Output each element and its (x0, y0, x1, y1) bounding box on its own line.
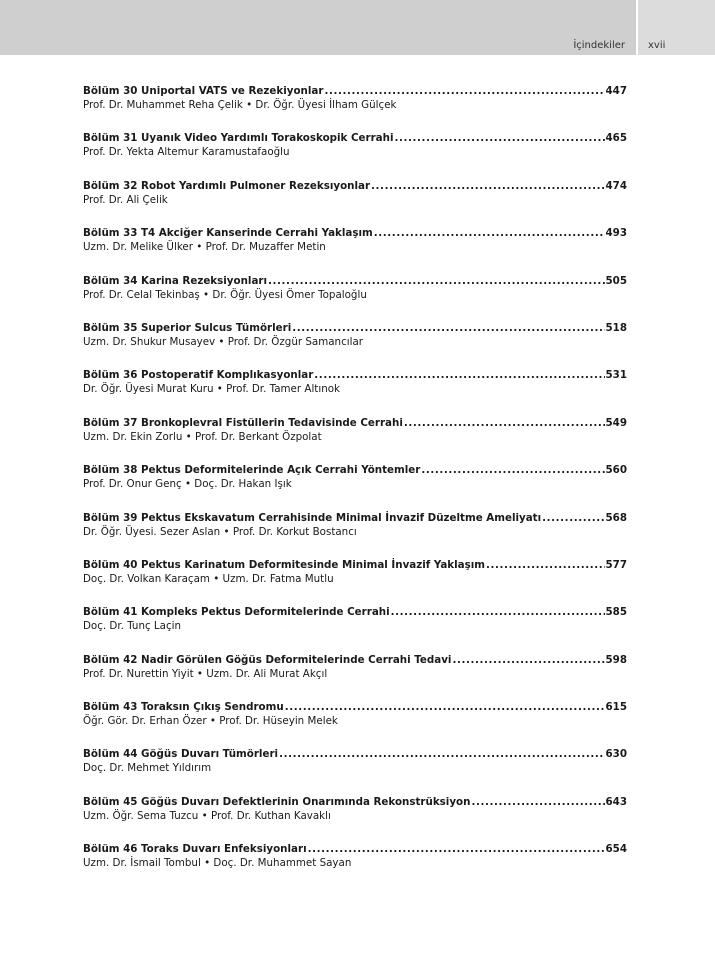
toc-entry-line (83, 321, 627, 335)
toc-entry-line (83, 131, 627, 145)
dot-leader (292, 321, 604, 335)
chapter-title: Bölüm 42 Nadir Görülen Göğüs Deformitelerinde Cerrahi Tedavi (83, 653, 452, 666)
chapter-authors: Uzm. Dr. Ekin Zorlu • Prof. Dr. Berkant Özpolat (83, 430, 322, 443)
toc-entry[interactable] (83, 84, 627, 131)
dot-leader (486, 558, 604, 572)
chapter-authors: Prof. Dr. Yekta Altemur Karamustafaoğlu (83, 146, 290, 159)
chapter-page-number: 549 (605, 416, 627, 429)
chapter-authors: Doç. Dr. Volkan Karaçam • Uzm. Dr. Fatma Mutlu (83, 572, 334, 585)
toc-entry[interactable] (83, 653, 627, 700)
chapter-authors: Dr. Öğr. Üyesi Murat Kuru • Prof. Dr. Tamer Altınok (83, 383, 340, 396)
chapter-page-number: 465 (605, 132, 627, 145)
chapter-authors: Doç. Dr. Tunç Laçin (83, 620, 182, 633)
chapter-title: Bölüm 40 Pektus Karinatum Deformitesinde Minimal İnvazif Yaklaşım (83, 558, 486, 571)
toc-entry-line (83, 274, 627, 288)
chapter-authors: Dr. Öğr. Üyesi. Sezer Aslan • Prof. Dr. Korkut Bostancı (83, 525, 357, 538)
chapter-page-number: 585 (605, 606, 627, 619)
dot-leader (421, 463, 604, 477)
chapter-title: Bölüm 36 Postoperatif Komplıkasyonlar (83, 369, 314, 382)
toc-entry-line (83, 463, 627, 477)
table-of-contents (83, 84, 627, 890)
dot-leader (404, 416, 605, 430)
chapter-title: Bölüm 39 Pektus Ekskavatum Cerrahisinde Minimal İnvazif Düzeltme Ameliyatı (83, 511, 542, 524)
dot-leader (279, 747, 604, 761)
toc-entry-line (83, 84, 627, 98)
chapter-page-number: 577 (605, 558, 627, 571)
chapter-title: Bölüm 32 Robot Yardımlı Pulmoner Rezeksıyonlar (83, 179, 371, 192)
dot-leader (394, 131, 604, 145)
chapter-title: Bölüm 45 Göğüs Duvarı Defektlerinin Onarımında Rekonstrüksiyon (83, 795, 471, 808)
toc-entry-line (83, 226, 627, 240)
chapter-page-number: 531 (605, 369, 627, 382)
chapter-authors: Prof. Dr. Ali Çelik (83, 193, 168, 206)
chapter-page-number: 615 (605, 701, 627, 714)
chapter-authors: Prof. Dr. Muhammet Reha Çelik • Dr. Öğr. Üyesi İlham Gülçek (83, 99, 397, 111)
toc-entry-line (83, 700, 627, 714)
dot-leader (268, 274, 604, 288)
toc-entry[interactable] (83, 179, 627, 226)
toc-entry[interactable] (83, 131, 627, 178)
chapter-page-number: 447 (605, 85, 627, 97)
toc-entry[interactable] (83, 795, 627, 842)
chapter-title: Bölüm 31 Uyanık Video Yardımlı Torakoskopik Cerrahi (83, 132, 394, 145)
toc-entry-line (83, 795, 627, 809)
chapter-authors: Uzm. Dr. İsmail Tombul • Doç. Dr. Muhammet Sayan (83, 857, 352, 870)
running-header-title: İçindekiler (573, 40, 625, 51)
toc-entry[interactable] (83, 368, 627, 415)
chapter-page-number: 598 (605, 653, 627, 666)
chapter-authors: Uzm. Öğr. Sema Tuzcu • Prof. Dr. Kuthan Kavaklı (83, 809, 331, 822)
dot-leader (471, 795, 604, 809)
chapter-authors: Prof. Dr. Nurettin Yiyit • Uzm. Dr. Ali Murat Akçıl (83, 667, 328, 680)
chapter-title: Bölüm 35 Superior Sulcus Tümörleri (83, 321, 292, 334)
dot-leader (314, 368, 604, 382)
toc-entry[interactable] (83, 842, 627, 889)
chapter-authors: Öğr. Gör. Dr. Erhan Özer • Prof. Dr. Hüseyin Melek (83, 715, 338, 728)
running-header-page-number: xvii (648, 40, 666, 51)
toc-entry[interactable] (83, 605, 627, 652)
toc-entry[interactable] (83, 274, 627, 321)
toc-entry[interactable] (83, 226, 627, 273)
toc-entry-line (83, 842, 627, 856)
toc-entry[interactable] (83, 558, 627, 605)
toc-entry-line (83, 179, 627, 193)
dot-leader (324, 84, 604, 98)
dot-leader (371, 179, 604, 193)
dot-leader (542, 511, 604, 525)
chapter-title: Bölüm 41 Kompleks Pektus Deformitelerinde Cerrahi (83, 606, 390, 619)
chapter-page-number: 643 (605, 795, 627, 808)
chapter-title: Bölüm 38 Pektus Deformitelerinde Açık Cerrahi Yöntemler (83, 464, 421, 477)
chapter-page-number: 518 (605, 321, 627, 334)
chapter-title: Bölüm 46 Toraks Duvarı Enfeksiyonları (83, 843, 307, 856)
dot-leader (374, 226, 605, 240)
toc-entry[interactable] (83, 511, 627, 558)
chapter-page-number: 630 (605, 748, 627, 761)
toc-entry-line (83, 605, 627, 619)
chapter-title: Bölüm 37 Bronkoplevral Fistüllerin Tedavisinde Cerrahi (83, 416, 403, 429)
chapter-authors: Doç. Dr. Mehmet Yıldırım (83, 762, 212, 775)
dot-leader (452, 653, 604, 667)
toc-entry-line (83, 416, 627, 430)
chapter-authors: Prof. Dr. Celal Tekinbaş • Dr. Öğr. Üyesi Ömer Topaloğlu (83, 288, 367, 301)
chapter-page-number: 505 (605, 274, 627, 287)
chapter-page-number: 560 (605, 464, 627, 477)
toc-entry[interactable] (83, 321, 627, 368)
toc-entry-line (83, 747, 627, 761)
toc-entry[interactable] (83, 700, 627, 747)
chapter-authors: Uzm. Dr. Shukur Musayev • Prof. Dr. Özgür Samancılar (83, 335, 364, 348)
toc-entry[interactable] (83, 416, 627, 463)
toc-entry-line (83, 558, 627, 572)
chapter-title: Bölüm 30 Uniportal VATS ve Rezekiyonlar (83, 85, 324, 97)
chapter-title: Bölüm 43 Toraksın Çıkış Sendromu (83, 701, 284, 714)
chapter-page-number: 654 (605, 843, 627, 856)
chapter-title: Bölüm 34 Karina Rezeksiyonları (83, 274, 268, 287)
dot-leader (285, 700, 605, 714)
chapter-authors: Prof. Dr. Onur Genç • Doç. Dr. Hakan Işık (83, 478, 292, 491)
chapter-title: Bölüm 44 Göğüs Duvarı Tümörleri (83, 748, 279, 761)
header-band (0, 0, 636, 55)
toc-entry[interactable] (83, 747, 627, 794)
toc-entry-line (83, 368, 627, 382)
toc-entry[interactable] (83, 463, 627, 510)
toc-entry-line (83, 653, 627, 667)
chapter-authors: Uzm. Dr. Melike Ülker • Prof. Dr. Muzaffer Metin (83, 241, 326, 254)
dot-leader (391, 605, 605, 619)
dot-leader (308, 842, 605, 856)
chapter-title: Bölüm 33 T4 Akciğer Kanserinde Cerrahi Yaklaşım (83, 227, 373, 240)
toc-entry-line (83, 511, 627, 525)
chapter-page-number: 474 (605, 179, 627, 192)
chapter-page-number: 493 (605, 227, 627, 240)
chapter-page-number: 568 (605, 511, 627, 524)
